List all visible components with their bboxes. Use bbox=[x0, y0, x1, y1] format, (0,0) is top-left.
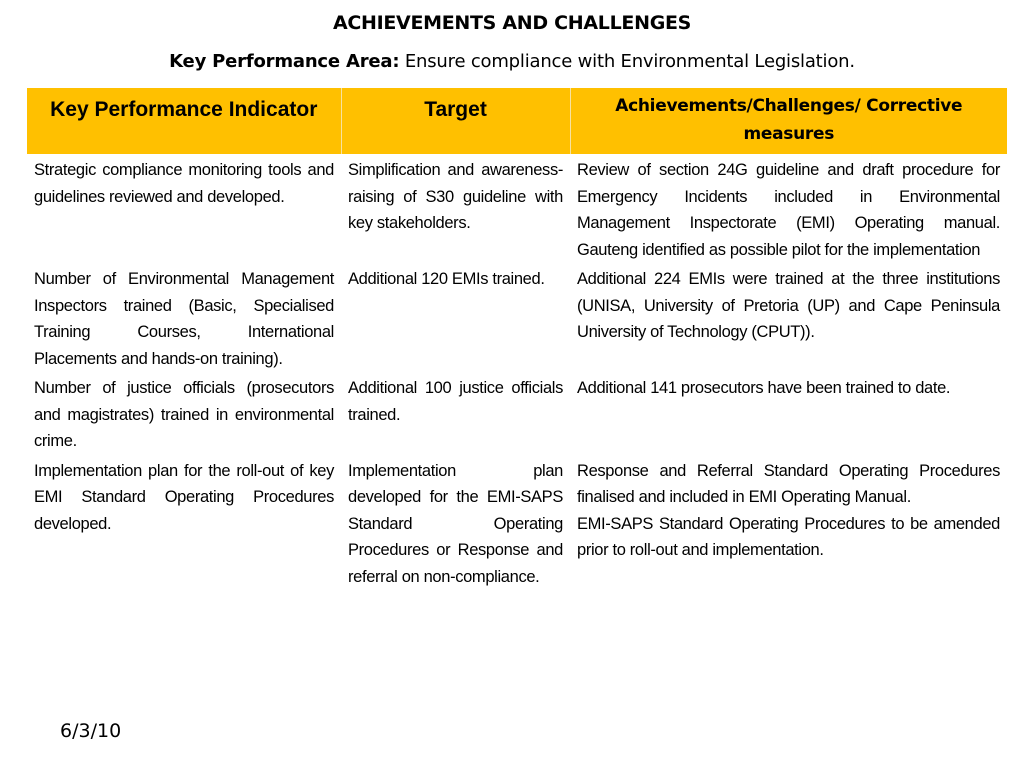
header-target: Target bbox=[341, 88, 570, 154]
achievement-text: Review of section 24G guideline and draft procedure for Emergency Incidents included in Environmental Management Inspectorate (EMI) Operating manual. Gauteng identified as possible pilot for the implementation bbox=[577, 161, 1000, 259]
cell-target: Implementation plan developed for the EMI-SAPS Standard Operating Procedures or Response and referral on non-compliance. bbox=[348, 461, 563, 586]
cell-achievements bbox=[570, 154, 1007, 263]
table-row bbox=[27, 263, 1007, 372]
kpa-label: Key Performance Area: bbox=[169, 51, 400, 72]
cell-indicator: Implementation plan for the roll-out of key EMI Standard Operating Procedures developed. bbox=[34, 461, 334, 533]
cell-target: Simplification and awareness-raising of S30 guideline with key stakeholders. bbox=[348, 161, 563, 232]
cell-achievements bbox=[570, 372, 1007, 455]
cell-achievements bbox=[570, 455, 1007, 591]
table-row bbox=[27, 154, 1007, 263]
table-header-row bbox=[27, 88, 1007, 154]
achievement-text: EMI-SAPS Standard Operating Procedures to be amended prior to roll-out and implementation. bbox=[577, 514, 1000, 559]
achievements-table-container bbox=[27, 88, 1007, 590]
cell-achievements bbox=[570, 263, 1007, 372]
page-subtitle bbox=[0, 51, 1024, 72]
table-row bbox=[27, 372, 1007, 455]
achievements-table bbox=[27, 88, 1007, 590]
kpa-text: Ensure compliance with Environmental Legislation. bbox=[399, 51, 855, 72]
table-row bbox=[27, 455, 1007, 591]
page-title: ACHIEVEMENTS AND CHALLENGES bbox=[332, 12, 692, 34]
achievement-text: Response and Referral Standard Operating Procedures finalised and included in EMI Operating Manual. bbox=[577, 461, 1000, 506]
achievement-text: Additional 224 EMIs were trained at the three institutions (UNISA, University of Pretoria (UP) and Cape Peninsula University of Technology (CPUT)). bbox=[577, 270, 1000, 341]
header-kpi: Key Performance Indicator bbox=[27, 88, 341, 154]
cell-target: Additional 120 EMIs trained. bbox=[348, 270, 545, 288]
cell-target: Additional 100 justice officials trained. bbox=[348, 379, 563, 424]
cell-indicator: Number of justice officials (prosecutors and magistrates) trained in environmental crime. bbox=[34, 379, 334, 450]
achievement-text: Additional 141 prosecutors have been trained to date. bbox=[577, 379, 951, 397]
cell-indicator: Number of Environmental Management Inspectors trained (Basic, Specialised Training Courses, International Placements and hands-on training). bbox=[34, 270, 334, 368]
cell-indicator: Strategic compliance monitoring tools and guidelines reviewed and developed. bbox=[34, 161, 334, 206]
header-achievements: Achievements/Challenges/ Corrective measures bbox=[570, 88, 1007, 154]
footer-date: 6/3/10 bbox=[60, 720, 122, 742]
